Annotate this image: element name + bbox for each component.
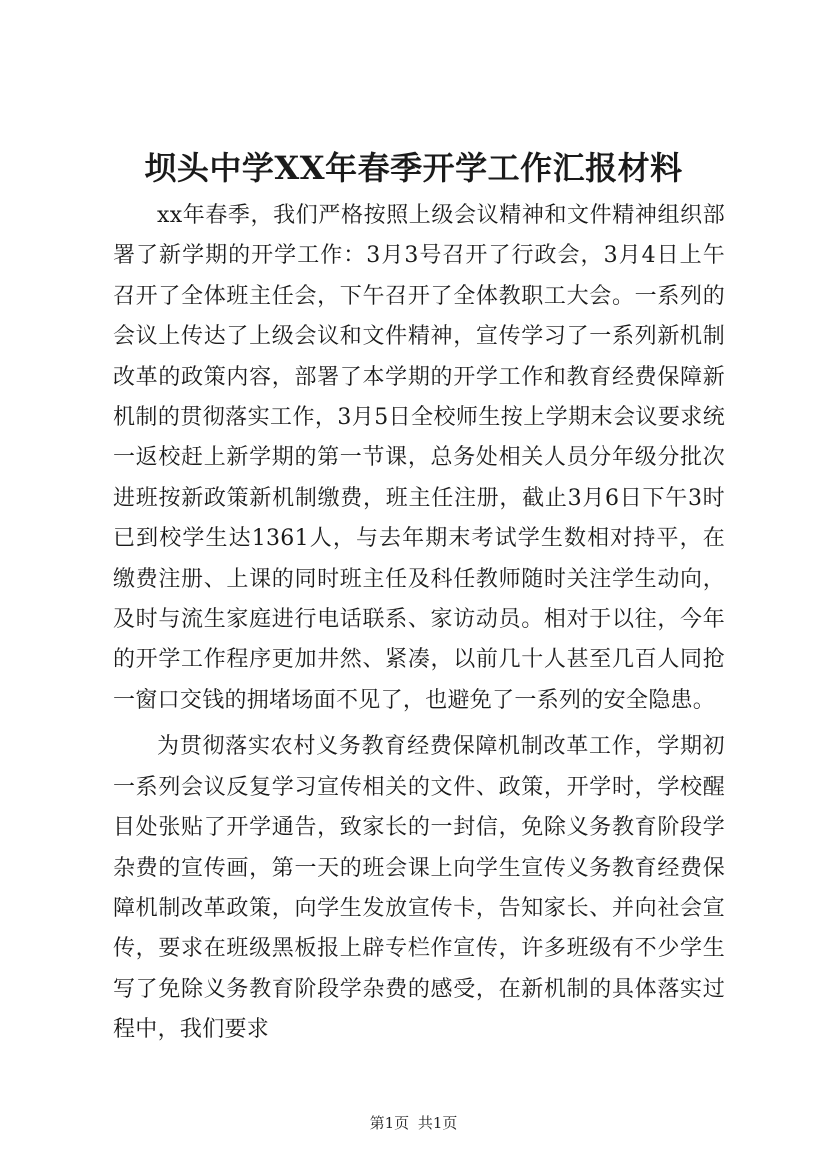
paragraph-1: xx年春季，我们严格按照上级会议精神和文件精神组织部署了新学期的开学工作：3月3号召开了行政会，3月4日上午召开了全体班主任会，下午召开了全体教职工大会。一系列的会议上传达了上级会议和文件精神，宣传学习了一系列新机制改革的政策内容，部署了本学期的开学工作和教育经费保障新机制的贯彻落实工作，3月5日全校师生按上学期末会议要求统一返校赶上新学期的第一节课，总务处相关人员分年级分批次进班按新政策新机制缴费，班主任注册，截止3月6日下午3时已到校学生达1361人，与去年期末考试学生数相对持平，在缴费注册、上课的同时班主任及科任教师随时关注学生动向，及时与流生家庭进行电话联系、家访动员。相对于以往，今年的开学工作程序更加井然、紧凑，以前几十人甚至几百人同抢一窗口交钱的拥堵场面不见了，也避免了一系列的安全隐患。 [113, 203, 725, 713]
document-body [113, 196, 725, 1057]
page-total: 共1页 [417, 1114, 458, 1132]
paragraph-2: 为贯彻落实农村义务教育经费保障机制改革工作，学期初一系列会议反复学习宣传相关的文件、政策，开学时，学校醒目处张贴了开学通告，致家长的一封信，免除义务教育阶段学杂费的宣传画，第一天的班会课上向学生宣传义务教育经费保障机制改革政策，向学生发放宣传卡，告知家长、并向社会宣传，要求在班级黑板报上辟专栏作宣传，许多班级有不少学生写了免除义务教育阶段学杂费的感受，在新机制的具体落实过程中，我们要求 [113, 734, 725, 1043]
document-title: 坝头中学XX年春季开学工作汇报材料 [144, 149, 683, 187]
page-number: 第1页 [369, 1114, 410, 1132]
page-footer [0, 1113, 827, 1133]
